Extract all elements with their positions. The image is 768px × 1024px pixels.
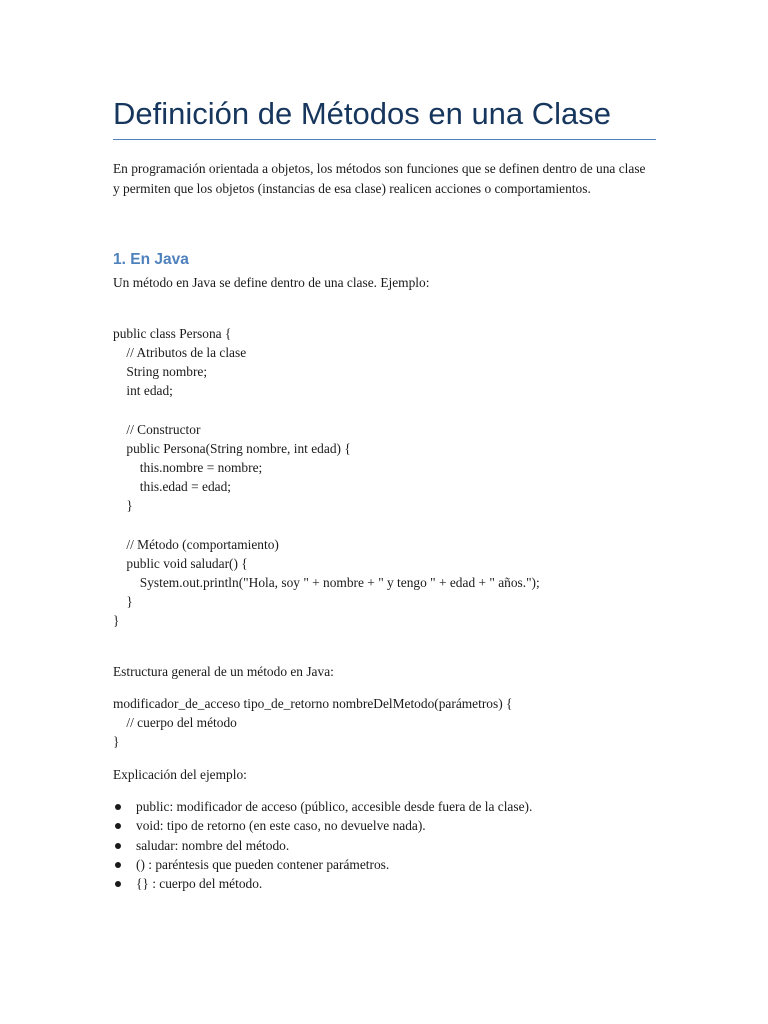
title-underline [113, 139, 656, 140]
list-item-text: {} : cuerpo del método. [136, 876, 263, 892]
structure-label: Estructura general de un método en Java: [113, 664, 334, 679]
list-item [113, 836, 532, 855]
code-line: // Constructor [113, 421, 201, 437]
code-line: // Método (comportamiento) [113, 536, 279, 552]
code-line: // Atributos de la clase [113, 345, 247, 361]
code-line: } [113, 613, 120, 629]
code-line: public class Persona { [113, 326, 232, 341]
list-item-text: public: modificador de acceso (público, accesible desde fuera de la clase). [136, 799, 533, 814]
list-item [113, 855, 532, 874]
method-structure-code [113, 694, 512, 751]
list-item-text: () : paréntesis que pueden contener parámetros. [136, 856, 390, 872]
list-item [113, 797, 532, 816]
intro-paragraph: En programación orientada a objetos, los métodos son funciones que se definen dentro de una clase y permiten que los objetos (instancias de esa clase) realicen acciones o comportamientos. [113, 161, 646, 196]
list-item [113, 816, 532, 835]
code-line [113, 401, 540, 420]
code-line: } [113, 593, 133, 609]
code-line: this.nombre = nombre; [113, 459, 263, 475]
list-item-text: saludar: nombre del método. [136, 837, 290, 853]
code-line: int edad; [113, 383, 173, 399]
bullet-icon [115, 804, 121, 810]
list-item-text: void: tipo de retorno (en este caso, no devuelve nada). [136, 818, 426, 834]
explanation-list [113, 797, 532, 893]
code-line: System.out.println("Hola, soy " + nombre + " y tengo " + edad + " años."); [113, 574, 540, 590]
code-line: public void saludar() { [113, 555, 248, 571]
code-example [113, 324, 540, 630]
document-title: Definición de Métodos en una Clase [113, 96, 612, 131]
bullet-icon [115, 823, 121, 829]
code-line: } [113, 734, 120, 750]
code-line: this.edad = edad; [113, 479, 231, 495]
code-line [113, 515, 540, 534]
code-line: public Persona(String nombre, int edad) { [113, 440, 351, 456]
section-lead: Un método en Java se define dentro de una clase. Ejemplo: [113, 275, 430, 290]
code-line: String nombre; [113, 364, 208, 380]
code-line: } [113, 498, 133, 514]
bullet-icon [115, 881, 121, 887]
explanation-label: Explicación del ejemplo: [113, 767, 247, 782]
code-line: // cuerpo del método [113, 715, 237, 731]
bullet-icon [115, 862, 121, 868]
section-heading-java: 1. En Java [113, 251, 189, 268]
list-item [113, 874, 532, 893]
code-line: modificador_de_acceso tipo_de_retorno nombreDelMetodo(parámetros) { [113, 696, 513, 711]
bullet-icon [115, 843, 121, 849]
